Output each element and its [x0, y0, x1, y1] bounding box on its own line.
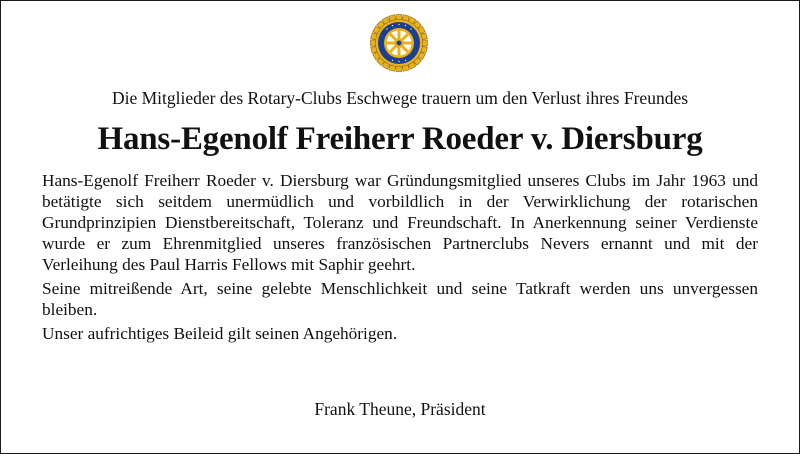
- rotary-wheel-logo: [369, 13, 429, 73]
- intro-line: Die Mitglieder des Rotary-Clubs Eschwege trauern um den Verlust ihres Freundes: [111, 88, 689, 108]
- paragraph-tribute: Hans-Egenolf Freiherr Roeder v. Diersburg war Gründungsmitglied unseres Clubs im Jahr 1963 und betätigte sich seitdem unermüdlich und vorbildlich in der Verwirklichung der rotarischen Grundprinzipien Dienstbereitschaft, Toleranz und Freundschaft. In Anerkennung seiner Verdienste wurde er zum Ehrenmitglied unseres französischen Partnerclubs Nevers ernannt und mit der Verleihung des Paul Harris Fellows mit Saphir geehrt.: [42, 171, 758, 274]
- deceased-name: Hans-Egenolf Freiherr Roeder v. Diersburg: [97, 121, 703, 157]
- paragraph-remembrance: Seine mitreißende Art, seine gelebte Menschlichkeit und seine Tatkraft werden uns unvergessen bleiben.: [42, 279, 758, 319]
- signature: Frank Theune, Präsident: [314, 399, 486, 419]
- notice-body: [42, 170, 758, 344]
- paragraph-condolence: Unser aufrichtiges Beileid gilt seinen Angehörigen.: [42, 324, 398, 343]
